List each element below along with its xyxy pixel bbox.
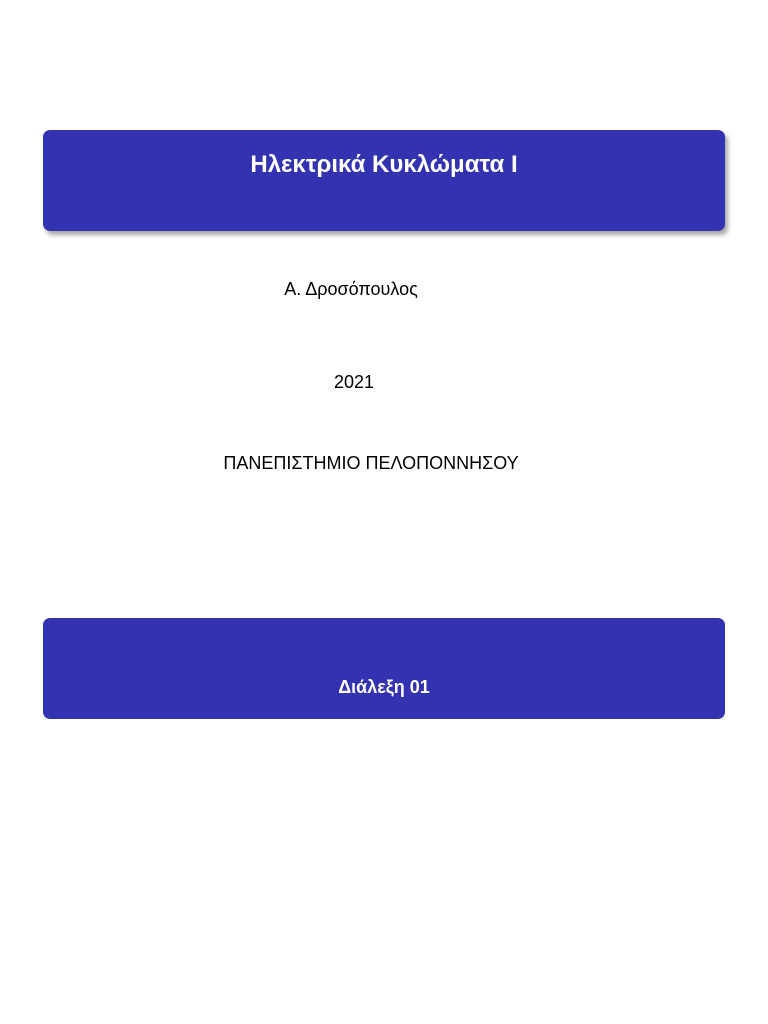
institute-name: ΠΑΝΕΠΙΣΤΗΜΙΟ ΠΕΛΟΠΟΝΝΗΣΟΥ [223,453,519,473]
title-banner [43,130,725,231]
lecture-label: Διάλεξη 01 [338,677,430,697]
author-name: Α. Δροσόπουλος [284,279,418,299]
slide-title: Ηλεκτρικά Κυκλώματα Ι [250,151,518,178]
lecture-banner [43,618,725,719]
presentation-date: 2021 [333,372,375,392]
